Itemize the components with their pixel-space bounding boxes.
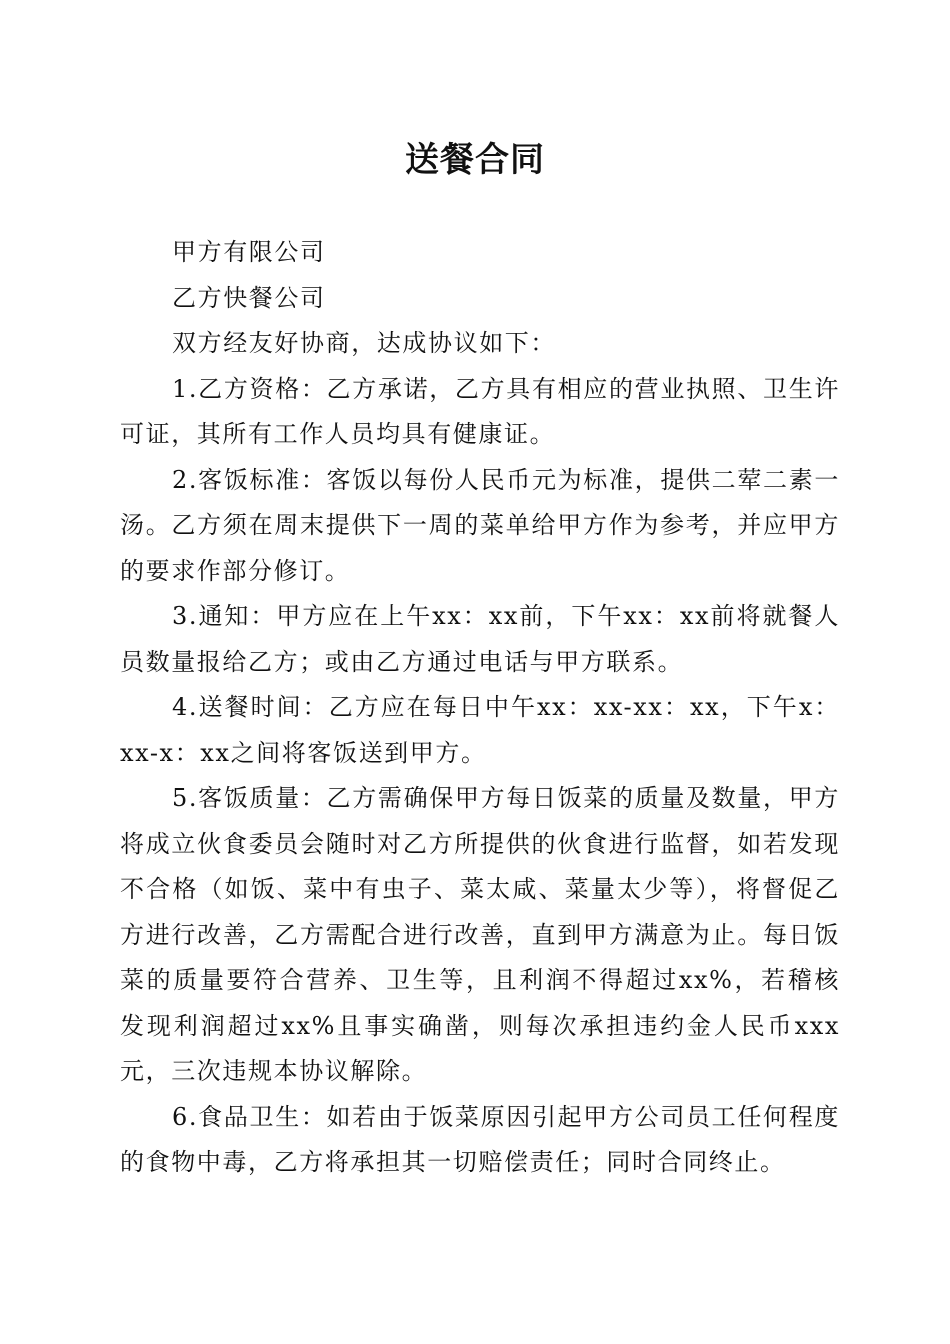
clause-3: 3.通知：甲方应在上午xx：xx前，下午xx：xx前将就餐人员数量报给乙方；或由乙方通过电话与甲方联系。: [120, 602, 840, 676]
clause-1: 1.乙方资格：乙方承诺，乙方具有相应的营业执照、卫生许可证，其所有工作人员均具有健康证。: [120, 374, 840, 448]
document-body: [120, 230, 840, 1186]
clause-2: 2.客饭标准：客饭以每份人民币元为标准，提供二荤二素一汤。乙方须在周末提供下一周的菜单给甲方作为参考，并应甲方的要求作部分修订。: [120, 465, 840, 585]
party-b-line: 乙方快餐公司: [172, 283, 326, 312]
intro-line: 双方经友好协商，达成协议如下：: [172, 329, 556, 357]
party-a-line: 甲方有限公司: [172, 238, 326, 266]
clause-4: 4.送餐时间：乙方应在每日中午xx：xx-xx：xx，下午x：xx-x：xx之间将客饭送到甲方。: [120, 693, 840, 767]
clause-5: 5.客饭质量：乙方需确保甲方每日饭菜的质量及数量，甲方将成立伙食委员会随时对乙方所提供的伙食进行监督，如若发现不合格（如饭、菜中有虫子、菜太咸、菜量太少等），将督促乙方进行改善，乙方需配合进行改善，直到甲方满意为止。每日饭菜的质量要符合营养、卫生等，且利润不得超过xx%，若稽核发现利润超过xx%且事实确凿，则每次承担违约金人民币xxx元，三次违规本协议解除。: [120, 784, 840, 1085]
clause-6: 6.食品卫生：如若由于饭菜原因引起甲方公司员工任何程度的食物中毒，乙方将承担其一切赔偿责任；同时合同终止。: [120, 1102, 840, 1176]
document-title: 送餐合同: [405, 140, 545, 180]
